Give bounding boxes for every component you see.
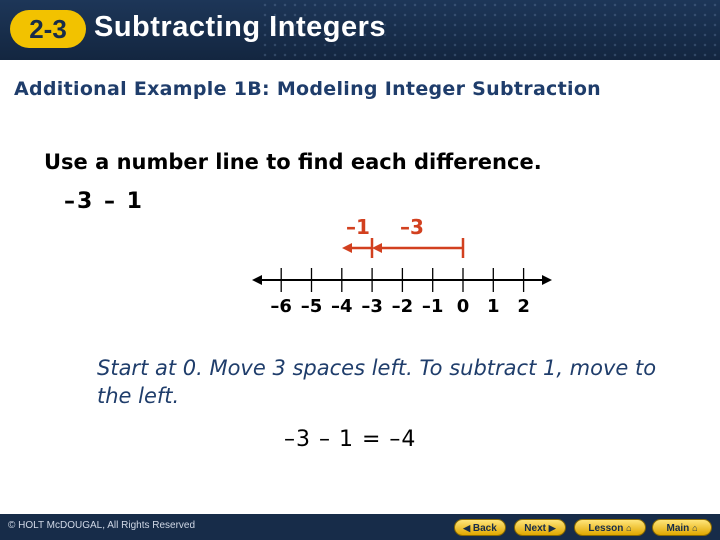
result-equation: –3 – 1 = –4 bbox=[284, 427, 417, 452]
tick-label: –4 bbox=[331, 296, 353, 317]
lesson-button[interactable] bbox=[574, 519, 646, 536]
tick-label: –1 bbox=[421, 296, 444, 317]
next-button-label: Next bbox=[524, 523, 546, 534]
axis-right-arrowhead bbox=[542, 275, 552, 285]
tick-label: 2 bbox=[517, 296, 530, 317]
lesson-title: Subtracting Integers bbox=[94, 11, 386, 43]
main-button[interactable] bbox=[652, 519, 712, 536]
problem-expression: –3 – 1 bbox=[64, 189, 144, 214]
tick-label: –2 bbox=[391, 296, 414, 317]
home-icon: ⌂ bbox=[692, 523, 698, 533]
tick-label: 1 bbox=[487, 296, 500, 317]
tick-label: –3 bbox=[361, 296, 383, 317]
explanation-text: Start at 0. Move 3 spaces left. To subtract 1, move to the left. bbox=[97, 356, 657, 408]
lesson-number-badge: 2-3 bbox=[10, 10, 86, 48]
instruction-text: Use a number line to find each difference. bbox=[44, 150, 542, 174]
arrow-minus3-label: –3 bbox=[400, 215, 424, 239]
home-icon: ⌂ bbox=[626, 523, 632, 533]
next-button[interactable] bbox=[514, 519, 566, 536]
axis-left-arrowhead bbox=[252, 275, 262, 285]
tick-label: 0 bbox=[456, 296, 470, 317]
back-button[interactable] bbox=[454, 519, 506, 536]
copyright-text: © HOLT McDOUGAL, All Rights Reserved bbox=[8, 520, 196, 531]
back-button-label: Back bbox=[472, 523, 497, 534]
back-arrow-icon: ◀ bbox=[463, 523, 471, 533]
tick-label: –6 bbox=[270, 296, 292, 317]
main-button-label: Main bbox=[666, 523, 690, 534]
arrow-minus1-label: –1 bbox=[346, 215, 370, 239]
example-subtitle: Additional Example 1B: Modeling Integer Subtraction bbox=[14, 78, 601, 100]
next-arrow-icon: ▶ bbox=[548, 523, 556, 533]
footer-bar bbox=[0, 514, 720, 540]
tick-label: –5 bbox=[300, 296, 323, 317]
lesson-button-label: Lesson bbox=[588, 523, 624, 534]
arrow-minus3-head bbox=[372, 243, 382, 253]
arrow-minus1-head bbox=[342, 243, 352, 253]
